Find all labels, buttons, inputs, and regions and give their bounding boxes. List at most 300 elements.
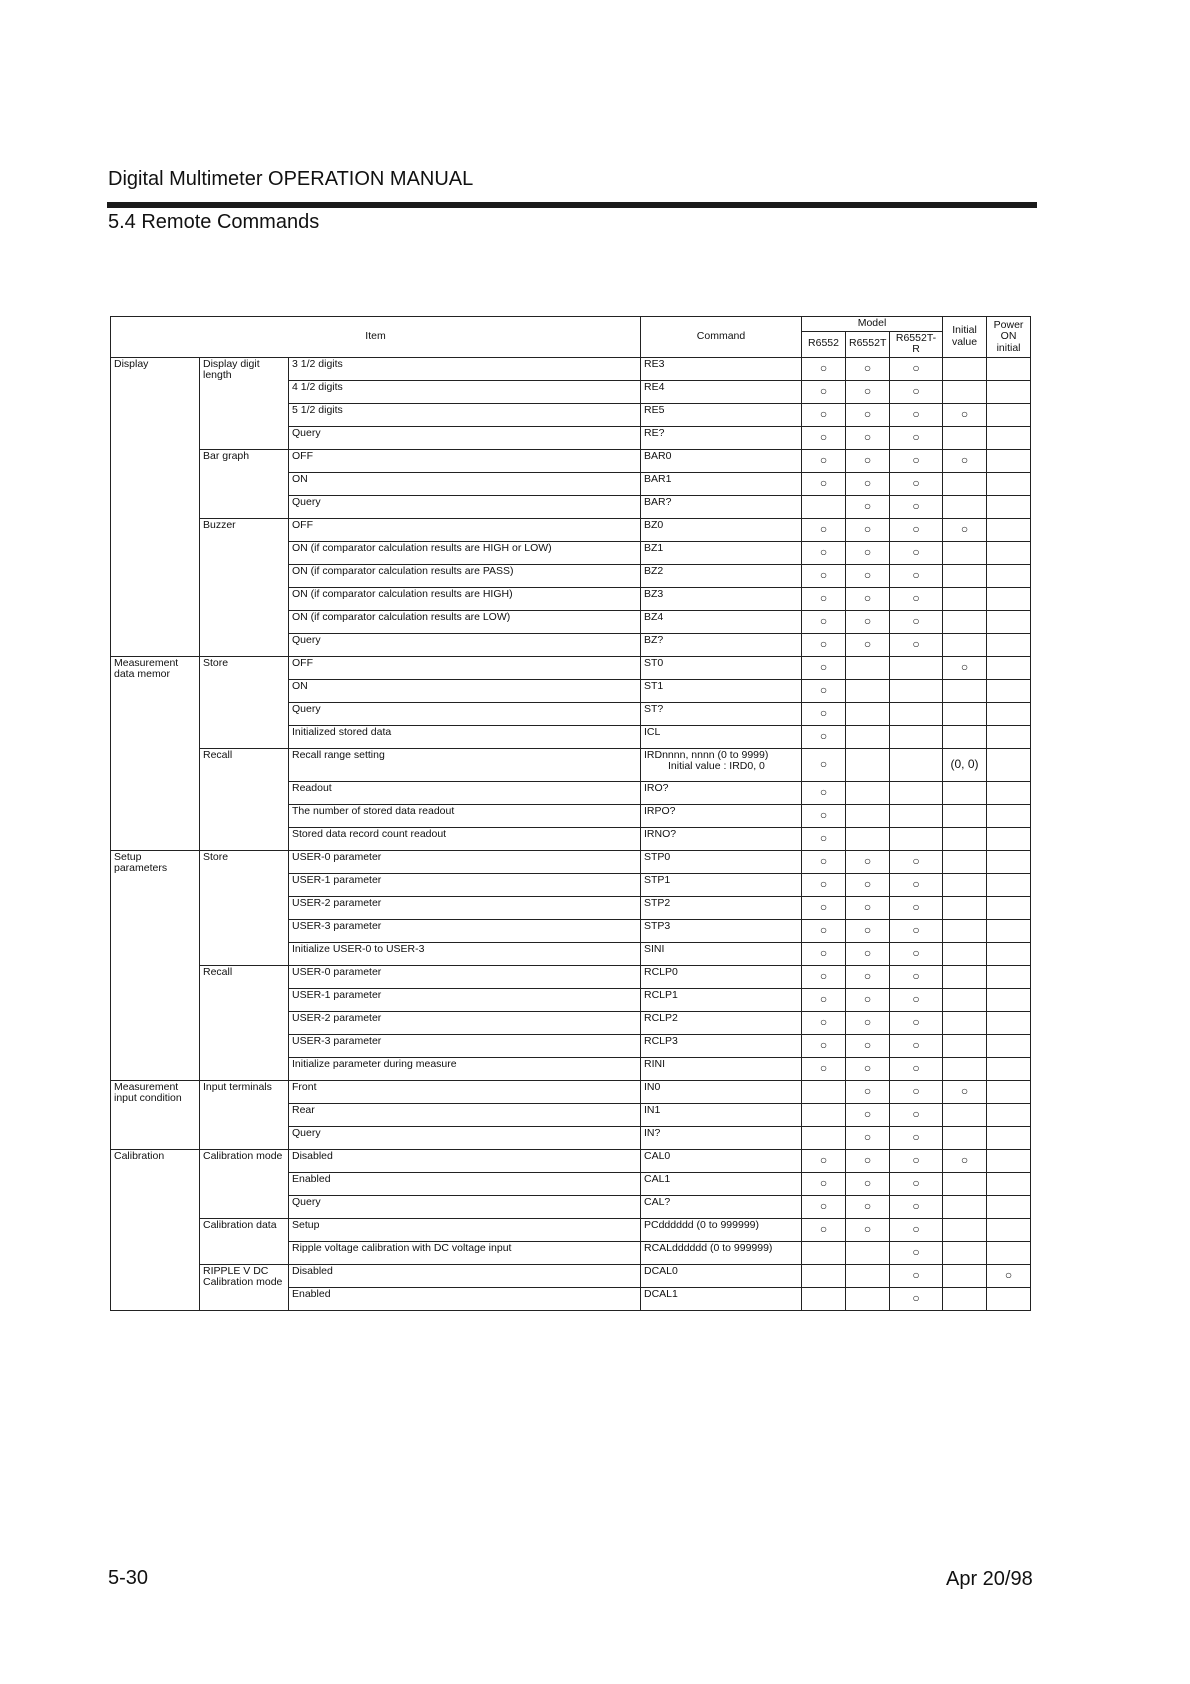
- table-row: [111, 656, 1031, 679]
- table-row: [111, 1080, 1031, 1103]
- power-on-initial-cell: [987, 541, 1031, 564]
- initial-value-cell: ○: [943, 518, 987, 541]
- model-r6552t-mark: ○: [846, 541, 890, 564]
- command-cell: [641, 679, 802, 702]
- command-text: RCALdddddd (0 to 999999): [644, 1241, 773, 1254]
- model-r6552t-mark: ○: [846, 1126, 890, 1149]
- command-text: RE4: [644, 380, 665, 393]
- command-text: DCAL0: [644, 1264, 678, 1277]
- table-row: [111, 1218, 1031, 1241]
- command-text: STP0: [644, 850, 671, 863]
- command-cell: [641, 518, 802, 541]
- command-text: STP1: [644, 873, 671, 886]
- model-r6552t-mark: ○: [846, 633, 890, 656]
- model-r6552-mark: ○: [802, 380, 846, 403]
- header-item: Item: [111, 317, 641, 358]
- command-cell: [641, 965, 802, 988]
- command-text: ST1: [644, 679, 664, 692]
- model-r6552t-r-mark: ○: [890, 1126, 943, 1149]
- command-cell: [641, 850, 802, 873]
- item-cell: OFF: [289, 518, 641, 541]
- model-r6552-mark: ○: [802, 426, 846, 449]
- command-text: IN1: [644, 1103, 661, 1116]
- power-on-initial-cell: [987, 873, 1031, 896]
- command-cell: [641, 380, 802, 403]
- model-r6552t-mark: ○: [846, 449, 890, 472]
- initial-value-cell: [943, 988, 987, 1011]
- initial-value-cell: ○: [943, 1149, 987, 1172]
- model-r6552-mark: ○: [802, 942, 846, 965]
- initial-value-cell: [943, 1103, 987, 1126]
- command-cell: [641, 1080, 802, 1103]
- model-r6552t-r-mark: ○: [890, 1034, 943, 1057]
- initial-value-cell: (0, 0): [943, 748, 987, 781]
- command-text: RCLP1: [644, 988, 678, 1001]
- initial-value-cell: [943, 1287, 987, 1310]
- model-r6552t-mark: ○: [846, 850, 890, 873]
- initial-value-cell: [943, 1057, 987, 1080]
- model-r6552-mark: ○: [802, 656, 846, 679]
- item-cell: 5 1/2 digits: [289, 403, 641, 426]
- initial-value-cell: [943, 587, 987, 610]
- model-r6552t-r-mark: ○: [890, 942, 943, 965]
- power-on-initial-cell: [987, 1011, 1031, 1034]
- model-r6552-mark: ○: [802, 541, 846, 564]
- power-on-initial-cell: [987, 610, 1031, 633]
- model-r6552-mark: ○: [802, 873, 846, 896]
- model-r6552-mark: ○: [802, 988, 846, 1011]
- model-r6552-mark: [802, 1264, 846, 1287]
- model-r6552t-mark: ○: [846, 518, 890, 541]
- initial-value-cell: [943, 610, 987, 633]
- item-cell: Rear: [289, 1103, 641, 1126]
- model-r6552-mark: ○: [802, 827, 846, 850]
- table-row: [111, 1149, 1031, 1172]
- power-on-initial-cell: [987, 1126, 1031, 1149]
- command-cell: [641, 781, 802, 804]
- item-cell: Enabled: [289, 1172, 641, 1195]
- model-r6552t-mark: [846, 702, 890, 725]
- command-text: CAL1: [644, 1172, 671, 1185]
- initial-value-cell: [943, 827, 987, 850]
- model-r6552t-mark: [846, 656, 890, 679]
- model-r6552-mark: ○: [802, 610, 846, 633]
- power-on-initial-cell: [987, 1149, 1031, 1172]
- power-on-initial-cell: [987, 942, 1031, 965]
- table-row: [111, 1264, 1031, 1287]
- item-cell: Setup: [289, 1218, 641, 1241]
- initial-value-cell: ○: [943, 449, 987, 472]
- initial-value-cell: [943, 725, 987, 748]
- item-cell: Query: [289, 702, 641, 725]
- table-row: [111, 850, 1031, 873]
- model-r6552-mark: ○: [802, 748, 846, 781]
- table-row: [111, 748, 1031, 781]
- command-text: STP2: [644, 896, 671, 909]
- model-r6552t-r-mark: ○: [890, 495, 943, 518]
- model-r6552-mark: ○: [802, 1011, 846, 1034]
- power-on-initial-cell: [987, 725, 1031, 748]
- model-r6552t-r-mark: ○: [890, 633, 943, 656]
- item-cell: USER-0 parameter: [289, 965, 641, 988]
- item-cell: Initialize parameter during measure: [289, 1057, 641, 1080]
- item-cell: Query: [289, 633, 641, 656]
- initial-value-cell: ○: [943, 1080, 987, 1103]
- command-cell: [641, 1126, 802, 1149]
- power-on-initial-cell: [987, 919, 1031, 942]
- model-r6552t-mark: ○: [846, 610, 890, 633]
- initial-value-cell: [943, 472, 987, 495]
- power-on-initial-cell: [987, 472, 1031, 495]
- command-text: ICL: [644, 725, 661, 738]
- item-cell: USER-3 parameter: [289, 919, 641, 942]
- model-r6552t-r-mark: ○: [890, 610, 943, 633]
- command-text: RE3: [644, 357, 665, 370]
- model-r6552t-mark: ○: [846, 1218, 890, 1241]
- model-r6552-mark: ○: [802, 518, 846, 541]
- model-r6552t-r-mark: ○: [890, 1149, 943, 1172]
- model-r6552t-mark: ○: [846, 1195, 890, 1218]
- command-cell: [641, 1149, 802, 1172]
- model-r6552-mark: ○: [802, 1195, 846, 1218]
- item-cell: ON: [289, 679, 641, 702]
- model-r6552t-mark: [846, 1241, 890, 1264]
- power-on-initial-cell: [987, 679, 1031, 702]
- model-r6552-mark: ○: [802, 564, 846, 587]
- initial-value-cell: [943, 965, 987, 988]
- command-text: BAR1: [644, 472, 672, 485]
- power-on-initial-cell: [987, 1172, 1031, 1195]
- power-on-initial-cell: [987, 656, 1031, 679]
- model-r6552-mark: ○: [802, 725, 846, 748]
- item-cell: Disabled: [289, 1149, 641, 1172]
- model-r6552t-r-mark: ○: [890, 541, 943, 564]
- initial-value-cell: ○: [943, 403, 987, 426]
- item-cell: Enabled: [289, 1287, 641, 1310]
- command-text: PCdddddd (0 to 999999): [644, 1218, 760, 1231]
- model-r6552t-r-mark: [890, 748, 943, 781]
- model-r6552t-r-mark: [890, 725, 943, 748]
- command-text: RCLP0: [644, 965, 678, 978]
- model-r6552t-r-mark: ○: [890, 919, 943, 942]
- command-cell: [641, 1287, 802, 1310]
- model-r6552-mark: ○: [802, 1057, 846, 1080]
- item-cell: Initialized stored data: [289, 725, 641, 748]
- model-r6552t-mark: ○: [846, 873, 890, 896]
- command-cell: [641, 1103, 802, 1126]
- model-r6552-mark: ○: [802, 633, 846, 656]
- model-r6552t-r-mark: ○: [890, 426, 943, 449]
- command-text: ST0: [644, 656, 664, 669]
- table-row: [111, 357, 1031, 380]
- command-cell: [641, 725, 802, 748]
- header-power-on-initial: Power ON initial: [987, 317, 1031, 358]
- model-r6552t-r-mark: ○: [890, 1218, 943, 1241]
- model-r6552t-r-mark: [890, 702, 943, 725]
- initial-value-cell: [943, 679, 987, 702]
- item-cell: USER-2 parameter: [289, 1011, 641, 1034]
- power-on-initial-cell: [987, 850, 1031, 873]
- header-row-1: [111, 317, 1031, 332]
- category-label: Setup parameters: [111, 850, 200, 1080]
- command-cell: [641, 942, 802, 965]
- model-r6552-mark: ○: [802, 403, 846, 426]
- item-cell: Disabled: [289, 1264, 641, 1287]
- command-cell: [641, 919, 802, 942]
- item-cell: OFF: [289, 656, 641, 679]
- model-r6552t-mark: ○: [846, 1172, 890, 1195]
- model-r6552t-r-mark: ○: [890, 380, 943, 403]
- model-r6552-mark: ○: [802, 919, 846, 942]
- item-cell: USER-3 parameter: [289, 1034, 641, 1057]
- initial-value-cell: [943, 1034, 987, 1057]
- model-r6552t-mark: ○: [846, 564, 890, 587]
- item-cell: ON (if comparator calculation results are LOW): [289, 610, 641, 633]
- command-cell: [641, 426, 802, 449]
- initial-value-cell: [943, 1241, 987, 1264]
- model-r6552t-r-mark: ○: [890, 587, 943, 610]
- power-on-initial-cell: [987, 518, 1031, 541]
- model-r6552-mark: ○: [802, 1149, 846, 1172]
- model-r6552t-mark: ○: [846, 357, 890, 380]
- command-cell: [641, 873, 802, 896]
- command-text: STP3: [644, 919, 671, 932]
- model-r6552t-r-mark: [890, 656, 943, 679]
- initial-value-cell: [943, 426, 987, 449]
- table-row: [111, 518, 1031, 541]
- header-model-r6552: R6552: [802, 331, 846, 357]
- power-on-initial-cell: [987, 1195, 1031, 1218]
- command-text: BZ1: [644, 541, 664, 554]
- initial-value-cell: [943, 357, 987, 380]
- model-r6552t-r-mark: ○: [890, 518, 943, 541]
- category-label: Display: [111, 357, 200, 656]
- command-text: ST?: [644, 702, 664, 715]
- command-text: BZ?: [644, 633, 664, 646]
- model-r6552-mark: [802, 1241, 846, 1264]
- group-label: Store: [200, 656, 289, 748]
- model-r6552t-r-mark: [890, 781, 943, 804]
- initial-value-cell: [943, 495, 987, 518]
- model-r6552t-r-mark: ○: [890, 1011, 943, 1034]
- header-command: Command: [641, 317, 802, 358]
- item-cell: Ripple voltage calibration with DC voltage input: [289, 1241, 641, 1264]
- model-r6552-mark: [802, 1080, 846, 1103]
- command-text: IRO?: [644, 781, 669, 794]
- power-on-initial-cell: [987, 1241, 1031, 1264]
- command-note: Initial value : IRD0, 0: [668, 760, 765, 773]
- section-title: 5.4 Remote Commands: [108, 211, 320, 233]
- power-on-initial-cell: [987, 426, 1031, 449]
- model-r6552t-mark: ○: [846, 896, 890, 919]
- command-text: BZ3: [644, 587, 664, 600]
- header-model-r6552t-r: R6552T-R: [890, 331, 943, 357]
- power-on-initial-cell: [987, 1218, 1031, 1241]
- command-cell: [641, 1034, 802, 1057]
- power-on-initial-cell: [987, 1057, 1031, 1080]
- command-cell: [641, 472, 802, 495]
- command-text: BZ2: [644, 564, 664, 577]
- command-text: BZ4: [644, 610, 664, 623]
- initial-value-cell: [943, 1264, 987, 1287]
- command-text: RCLP3: [644, 1034, 678, 1047]
- command-text: RE?: [644, 426, 665, 439]
- item-cell: Query: [289, 495, 641, 518]
- initial-value-cell: [943, 1218, 987, 1241]
- power-on-initial-cell: [987, 1034, 1031, 1057]
- command-cell: [641, 1011, 802, 1034]
- power-on-initial-cell: [987, 633, 1031, 656]
- model-r6552t-r-mark: ○: [890, 1080, 943, 1103]
- model-r6552t-mark: ○: [846, 942, 890, 965]
- model-r6552t-mark: ○: [846, 1057, 890, 1080]
- item-cell: USER-0 parameter: [289, 850, 641, 873]
- model-r6552t-r-mark: ○: [890, 873, 943, 896]
- group-label: Buzzer: [200, 518, 289, 656]
- model-r6552t-mark: [846, 781, 890, 804]
- command-cell: [641, 357, 802, 380]
- initial-value-cell: ○: [943, 656, 987, 679]
- model-r6552-mark: [802, 1126, 846, 1149]
- model-r6552-mark: ○: [802, 1034, 846, 1057]
- group-label: Calibration data: [200, 1218, 289, 1264]
- command-text: BAR0: [644, 449, 672, 462]
- command-text: DCAL1: [644, 1287, 678, 1300]
- item-cell: Query: [289, 426, 641, 449]
- model-r6552-mark: [802, 1287, 846, 1310]
- model-r6552-mark: ○: [802, 702, 846, 725]
- page-number: 5-30: [108, 1567, 149, 1589]
- model-r6552t-mark: ○: [846, 965, 890, 988]
- initial-value-cell: [943, 564, 987, 587]
- item-cell: Initialize USER-0 to USER-3: [289, 942, 641, 965]
- group-label: Bar graph: [200, 449, 289, 518]
- initial-value-cell: [943, 541, 987, 564]
- item-cell: Stored data record count readout: [289, 827, 641, 850]
- model-r6552-mark: [802, 495, 846, 518]
- command-text: RE5: [644, 403, 665, 416]
- category-label: Calibration: [111, 1149, 200, 1310]
- model-r6552t-r-mark: [890, 804, 943, 827]
- model-r6552t-r-mark: ○: [890, 564, 943, 587]
- model-r6552-mark: ○: [802, 965, 846, 988]
- command-cell: [641, 804, 802, 827]
- model-r6552t-r-mark: ○: [890, 965, 943, 988]
- command-cell: [641, 988, 802, 1011]
- model-r6552t-mark: ○: [846, 587, 890, 610]
- item-cell: 3 1/2 digits: [289, 357, 641, 380]
- model-r6552t-mark: ○: [846, 472, 890, 495]
- power-on-initial-cell: [987, 380, 1031, 403]
- model-r6552t-r-mark: ○: [890, 403, 943, 426]
- power-on-initial-cell: ○: [987, 1264, 1031, 1287]
- group-label: Calibration mode: [200, 1149, 289, 1218]
- model-r6552t-mark: [846, 1287, 890, 1310]
- model-r6552t-mark: ○: [846, 380, 890, 403]
- model-r6552t-r-mark: ○: [890, 1241, 943, 1264]
- command-text: IRNO?: [644, 827, 677, 840]
- group-label: Store: [200, 850, 289, 965]
- table-body: [111, 357, 1031, 1310]
- model-r6552t-mark: ○: [846, 1103, 890, 1126]
- manual-title: Digital Multimeter OPERATION MANUAL: [108, 168, 474, 190]
- model-r6552-mark: ○: [802, 1218, 846, 1241]
- item-cell: The number of stored data readout: [289, 804, 641, 827]
- command-cell: [641, 564, 802, 587]
- model-r6552-mark: [802, 1103, 846, 1126]
- command-text: SINI: [644, 942, 665, 955]
- model-r6552-mark: ○: [802, 804, 846, 827]
- command-cell: [641, 1264, 802, 1287]
- command-text: IRPO?: [644, 804, 676, 817]
- remote-commands-table: [110, 316, 1031, 1311]
- item-cell: Readout: [289, 781, 641, 804]
- item-cell: OFF: [289, 449, 641, 472]
- model-r6552t-mark: ○: [846, 495, 890, 518]
- model-r6552t-mark: [846, 748, 890, 781]
- model-r6552t-r-mark: ○: [890, 1172, 943, 1195]
- command-cell: [641, 748, 802, 781]
- initial-value-cell: [943, 850, 987, 873]
- item-cell: USER-2 parameter: [289, 896, 641, 919]
- command-cell: [641, 633, 802, 656]
- command-text: BAR?: [644, 495, 672, 508]
- item-cell: ON (if comparator calculation results are HIGH or LOW): [289, 541, 641, 564]
- power-on-initial-cell: [987, 1080, 1031, 1103]
- model-r6552t-r-mark: ○: [890, 1195, 943, 1218]
- model-r6552t-mark: [846, 827, 890, 850]
- command-text: BZ0: [644, 518, 664, 531]
- item-cell: 4 1/2 digits: [289, 380, 641, 403]
- power-on-initial-cell: [987, 988, 1031, 1011]
- power-on-initial-cell: [987, 748, 1031, 781]
- command-cell: [641, 610, 802, 633]
- model-r6552t-mark: ○: [846, 919, 890, 942]
- command-text: RINI: [644, 1057, 665, 1070]
- command-cell: [641, 896, 802, 919]
- initial-value-cell: [943, 1195, 987, 1218]
- model-r6552t-r-mark: [890, 679, 943, 702]
- model-r6552t-r-mark: ○: [890, 988, 943, 1011]
- model-r6552t-mark: ○: [846, 426, 890, 449]
- model-r6552t-r-mark: ○: [890, 357, 943, 380]
- command-text: RCLP2: [644, 1011, 678, 1024]
- power-on-initial-cell: [987, 827, 1031, 850]
- model-r6552t-r-mark: ○: [890, 449, 943, 472]
- command-cell: [641, 587, 802, 610]
- initial-value-cell: [943, 380, 987, 403]
- model-r6552t-mark: ○: [846, 1149, 890, 1172]
- command-cell: [641, 495, 802, 518]
- initial-value-cell: [943, 1011, 987, 1034]
- item-cell: Front: [289, 1080, 641, 1103]
- command-cell: [641, 1195, 802, 1218]
- category-label: Measurement data memor: [111, 656, 200, 850]
- model-r6552t-mark: ○: [846, 988, 890, 1011]
- initial-value-cell: [943, 1126, 987, 1149]
- model-r6552t-mark: ○: [846, 1034, 890, 1057]
- power-on-initial-cell: [987, 965, 1031, 988]
- power-on-initial-cell: [987, 587, 1031, 610]
- model-r6552t-r-mark: ○: [890, 1057, 943, 1080]
- command-text: IN0: [644, 1080, 661, 1093]
- command-cell: [641, 403, 802, 426]
- power-on-initial-cell: [987, 702, 1031, 725]
- power-on-initial-cell: [987, 1287, 1031, 1310]
- group-label: Display digit length: [200, 357, 289, 449]
- initial-value-cell: [943, 919, 987, 942]
- group-label: Recall: [200, 965, 289, 1080]
